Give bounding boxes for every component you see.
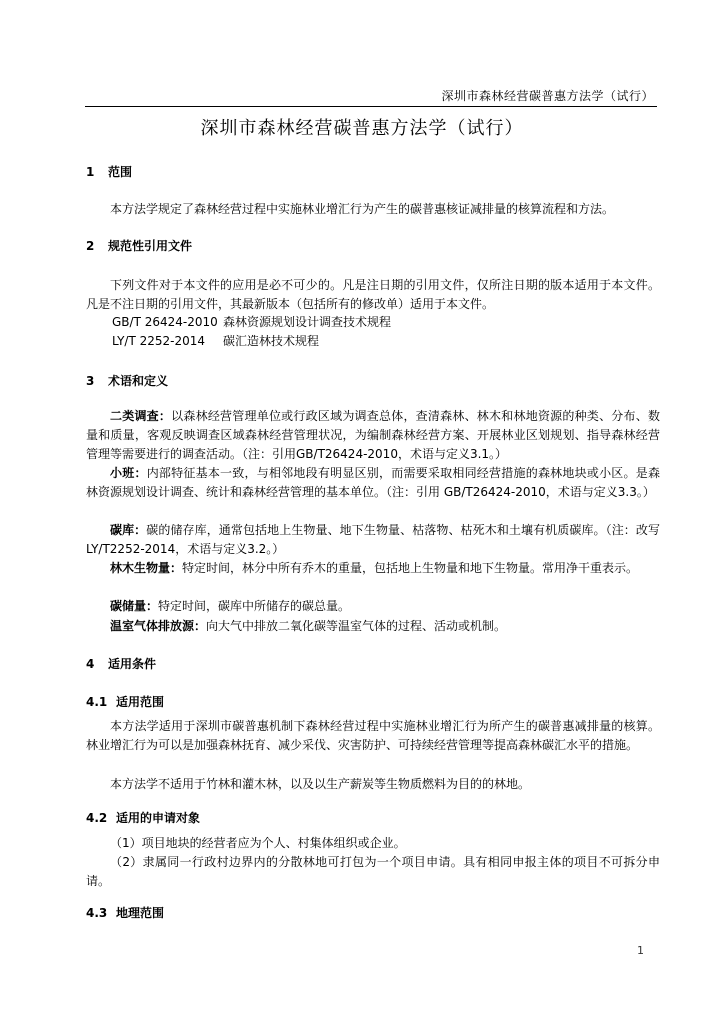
subsection-4-2-heading bbox=[86, 809, 660, 828]
term-name: 小班： bbox=[110, 466, 147, 480]
section-title: 范围 bbox=[108, 165, 133, 179]
subsection-title: 适用的申请对象 bbox=[116, 811, 201, 825]
term-definition-text: 内部特征基本一致，与相邻地段有明显区别，而需要采取相同经营措施的森林地块或小区。是森林资源规划设计调查、统计和森林经营管理的基本单位。（注：引用 GB/T26424-2010，术语与定义3.3。） bbox=[86, 466, 660, 499]
term-name: 碳储量： bbox=[110, 599, 159, 613]
section-3-heading bbox=[86, 372, 660, 391]
term-name: 温室气体排放源： bbox=[110, 619, 207, 633]
term-definition bbox=[86, 464, 660, 502]
normative-reference bbox=[86, 332, 686, 351]
term-definition bbox=[86, 617, 660, 636]
reference-code: LY/T 2252-2014 bbox=[112, 334, 206, 348]
subsection-number: 4.3 bbox=[86, 906, 108, 920]
subsection-4-1-paragraph: 本方法学适用于深圳市碳普惠机制下森林经营过程中实施林业增汇行为所产生的碳普惠减排量的核算。林业增汇行为可以是加强森林抚育、减少采伐、灾害防护、可持续经营管理等提高森林碳汇水平的措施。 bbox=[86, 719, 660, 752]
header-rule bbox=[85, 106, 657, 107]
subsection-title: 地理范围 bbox=[116, 906, 165, 920]
subsection-4-3-heading bbox=[86, 904, 660, 923]
term-definition bbox=[86, 559, 660, 578]
reference-name: 森林资源规划设计调查技术规程 bbox=[223, 315, 392, 329]
section-number: 3 bbox=[86, 374, 95, 388]
subsection-title: 适用范围 bbox=[116, 695, 165, 709]
section-2-heading bbox=[86, 237, 660, 256]
subsection-4-1-heading bbox=[86, 693, 660, 712]
section-title: 规范性引用文件 bbox=[108, 239, 193, 253]
list-item: （1）项目地块的经营者应为个人、村集体组织或企业。 bbox=[110, 836, 406, 850]
section-1-paragraph: 本方法学规定了森林经营过程中实施林业增汇行为产生的碳普惠核证减排量的核算流程和方法。 bbox=[110, 202, 615, 216]
normative-reference bbox=[86, 313, 686, 332]
section-1-heading bbox=[86, 163, 660, 182]
section-title: 适用条件 bbox=[108, 657, 157, 671]
subsection-number: 4.1 bbox=[86, 695, 108, 709]
term-definition bbox=[86, 407, 660, 464]
term-definition-text: 向大气中排放二氧化碳等温室气体的过程、活动或机制。 bbox=[206, 619, 507, 633]
term-definition bbox=[86, 597, 660, 616]
running-header: 深圳市森林经营碳普惠方法学（试行） bbox=[441, 89, 654, 103]
section-title: 术语和定义 bbox=[108, 374, 169, 388]
term-definition-text: 特定时间，林分中所有乔木的重量，包括地上生物量和地下生物量。常用净干重表示。 bbox=[182, 561, 639, 575]
reference-code: GB/T 26424-2010 bbox=[112, 315, 218, 329]
term-definition bbox=[86, 521, 660, 559]
term-name: 林木生物量： bbox=[110, 561, 183, 575]
document-title: 深圳市森林经营碳普惠方法学（试行） bbox=[200, 118, 524, 139]
term-definition-text: 特定时间，碳库中所储存的碳总量。 bbox=[158, 599, 351, 613]
term-name: 碳库： bbox=[110, 523, 147, 537]
section-4-heading bbox=[86, 655, 660, 674]
section-number: 2 bbox=[86, 239, 95, 253]
reference-name: 碳汇造林技术规程 bbox=[223, 334, 320, 348]
section-2-paragraph: 下列文件对于本文件的应用是必不可少的。凡是注日期的引用文件，仅所注日期的版本适用于本文件。凡是不注日期的引用文件，其最新版本（包括所有的修改单）适用于本文件。 bbox=[86, 278, 660, 311]
list-item: （2）隶属同一行政村边界内的分散林地可打包为一个项目申请。具有相同申报主体的项目不可拆分申请。 bbox=[86, 855, 660, 888]
subsection-number: 4.2 bbox=[86, 811, 108, 825]
page-number: 1 bbox=[637, 944, 644, 957]
term-name: 二类调查： bbox=[110, 409, 172, 423]
section-number: 4 bbox=[86, 657, 95, 671]
section-number: 1 bbox=[86, 165, 95, 179]
term-definition-text: 碳的储存库，通常包括地上生物量、地下生物量、枯落物、枯死木和土壤有机质碳库。（注：改写LY/T2252-2014，术语与定义3.2。） bbox=[86, 523, 660, 556]
subsection-4-1-paragraph: 本方法学不适用于竹林和灌木林，以及以生产薪炭等生物质燃料为目的的林地。 bbox=[110, 777, 531, 791]
term-definition-text: 以森林经营管理单位或行政区域为调查总体，查清森林、林木和林地资源的种类、分布、数量和质量，客观反映调查区域森林经营管理状况，为编制森林经营方案、开展林业区划规划、指导森林经营管理等需要进行的调查活动。（注：引用GB/T26424-2010，术语与定义3.1。） bbox=[86, 409, 660, 461]
